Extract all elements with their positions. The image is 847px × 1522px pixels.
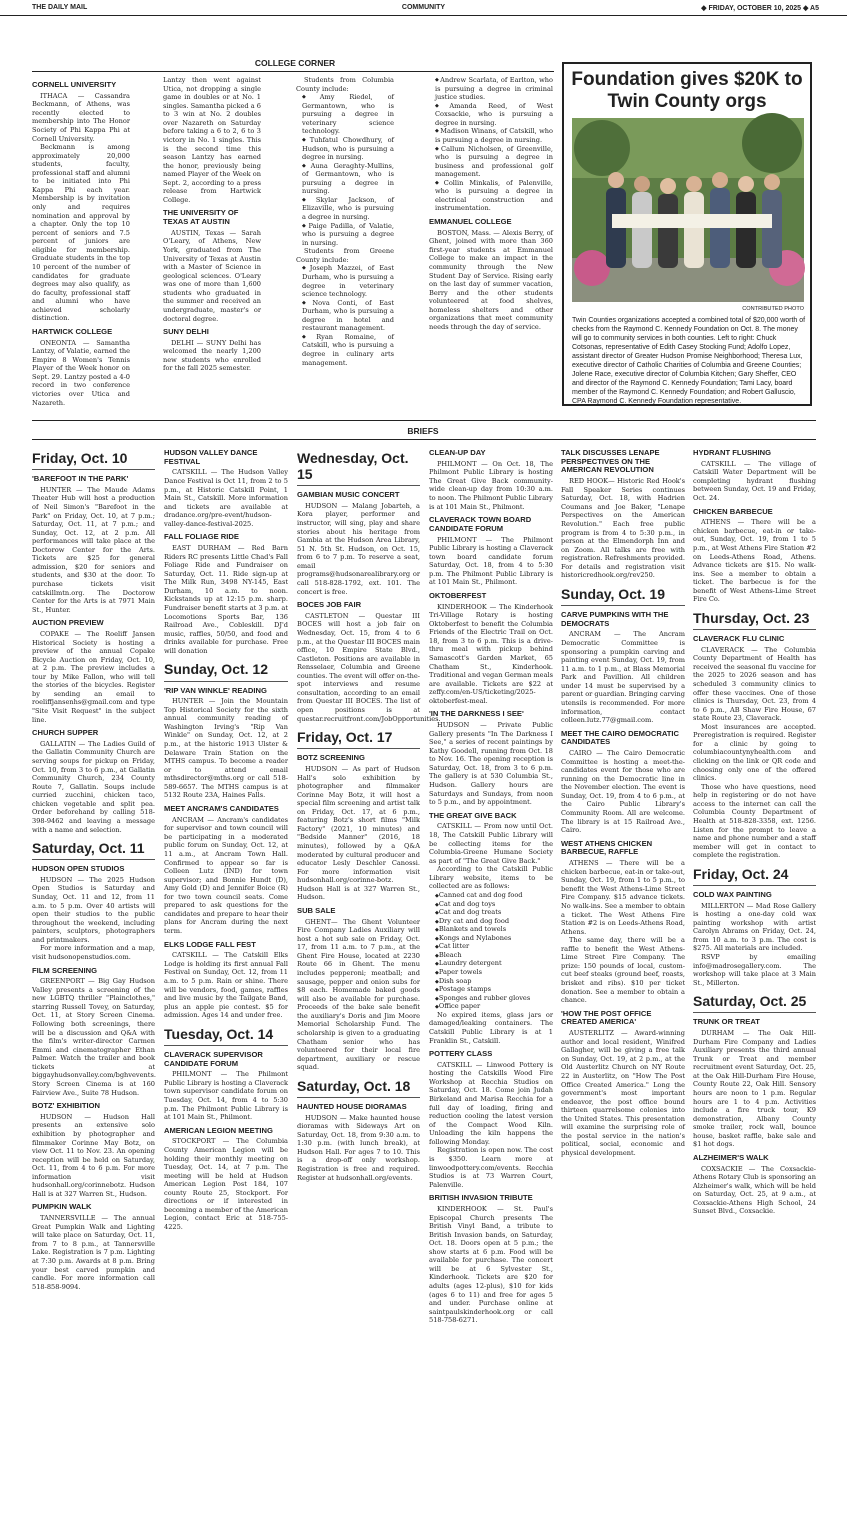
cleanup-heading: CLEAN-UP DAY [429,448,486,457]
oktoberfest-heading: OKTOBERFEST [429,590,487,600]
section-name: COMMUNITY [401,4,446,11]
delhi-columbia-item: ◆ Tuhfatul Chowdhury, of Hudson, who is pursuing a degree in nursing. [296,136,394,162]
hartwick-p2: Lantzy then went against Utica, not dropping a single game in doubles or at No. 1 singles. Samantha picked a 6 to 3 win at No. 2 doubles over Nazareth on Saturday before taking a 6 to 2, 6 to 3 victory in No. 1 singles. This is the second time this season Lantzy has earned the honor, previously being named Player of the Week on Sept. 2, according to a press release from Hartwick College. [163,76,261,204]
church-p: GALLATIN — The Ladies Guild of the Gallatin Community Church are serving soups for pickup on Friday, Oct. 10, from 3 to 6 p.m., at Gallatin Community Church, 234 County Route 7, Gallatin. Soups include curried zucchini, chicken taco, chicken vegetable and split pea. Order beforehand by calling 518-398-9462 and leaving a message with a name and selection. [32,739,155,834]
postoffice-heading: 'HOW THE POST OFFICE CREATED AMERICA' [561,1008,652,1027]
texas-p1: AUSTIN, Texas — Sarah O'Leary, of Athens, New York, graduated from The University of Texas at Austin with a Master of Science in geological sciences. O'Leary was one of more than 1,600 students who graduated in the summer and received an undergraduate, master's or doctoral degree. [163,228,261,323]
boces-p: CASTLETON — Questar III BOCES will host a job fair on Wednesday, Oct. 15, from 4 to 6 p.m., at the Questar III BOCES main office, 10 Empire State Blvd., Castleton. Positions are available in Rensselaer, Columbia and Greene counties. The event will offer on-the-spot interviews and resume consultation, according to an email from Questar III BOCES. The list of open positions is at questar.recruitfront.com/JobOpportunities. [297,611,441,723]
briefs-label: BRIEFS [407,426,439,436]
auction-heading: AUCTION PREVIEW [32,618,104,628]
delhi-greene-item: ◆ Madison Winans, of Catskill, who is pursuing a degree in nursing. [429,127,553,144]
list-item: ◆ Laundry detergent [435,959,553,968]
chicken-heading: CHICKEN BARBECUE [693,506,773,516]
texas-heading: THE UNIVERSITY OF TEXAS AT AUSTIN [163,208,239,227]
list-item: ◆ Cat litter [435,942,553,951]
day-heading: Wednesday, Oct. 15 [297,450,420,486]
claverack-board-heading: CLAVERACK TOWN BOARD CANDIDATE FORUM [429,515,532,533]
darkness-heading: 'IN THE DARKNESS I SEE' [429,709,524,719]
delhi-greene-item: ◆ Nova Conti, of East Durham, who is pursuing a degree in hotel and restaurant management. [296,299,394,333]
day-heading: Saturday, Oct. 11 [32,840,155,860]
wax-heading: COLD WAX PAINTING [693,889,772,899]
flu-p1: CLAVERACK — The Columbia County Department of Health has received the seasonal flu vaccine for the 2025 to 2026 season and has scheduled 3 community clinics to offer these vaccines. One of those clinics is Thursday, Oct. 23, from 4 to 6 p.m., AB Shaw Fire House, 67 state Route 23, Claverack. [693,645,816,723]
day-heading: Sunday, Oct. 19 [561,586,685,606]
delhi-greene-item: ◆ Amanda Reed, of West Coxsackie, who is pursuing a degree in nursing. [429,102,553,128]
giveback-p2: According to the Catskill Public Library website, items to be collected are as follows: [429,865,553,891]
barefoot-p: HUNTER — The Maude Adams Theater Hub will host a production of Neil Simon's "Barefoot in the Park" on Friday, Oct. 10, at 7 p.m.; Saturday, Oct. 11, at 7 p.m.; and Sunday, Oct. 12, at 2 p.m. All performances will take place at the Doctorow Center for the Arts. Tickets are $25 for general admission, $20 for seniors and students, and $30 at the door. To purchase tickets visit catskillmtn.org. The Doctorow Center for the Arts is at 7971 Main St., Hunter. [32,485,155,614]
delhi-greene-item: ◆ Callum Nicholsen, of Greenville, who is pursuing a degree in business and professional golf management. [429,145,553,179]
day-heading: Saturday, Oct. 18 [297,1078,420,1098]
photo-credit: CONTRIBUTED PHOTO [742,306,804,312]
film-heading: FILM SCREENING [32,965,97,975]
delhi-columbia-item: ◆ Paige Padilla, of Valatie, who is pursuing a degree in nursing. [296,222,394,248]
flu-heading: CLAVERACK FLU CLINIC [693,633,785,643]
legion-p: STOCKPORT — The Columbia County American Legion will be holding their monthly meeting on Tuesday, Oct. 14, at 7 p.m. The meeting will be held at Hudson American Legion Post 184, 107 county Route 25, Stockport. For directions or if interested in becoming a member of the American Legion, contact Eric at 518-755-4225. [164,1137,288,1232]
list-item: ◆ Bleach [435,951,553,960]
film-p: GREENPORT — Big Gay Hudson Valley presents a screening of the new LGBTQ thriller "Plainclothes," starring Russell Tovey, on Saturday, Oct. 11, at Story Screen Cinema. Following both screenings, there will be a discussion and Q&A with the film's writer-director Carmen Emmi and cinematographer Ethan Palmer. Watch the trailer and book tickets at biggayhudsonvalley.com/bghvevents. Story Screen Cinema is at 160 Fairview Ave., Suite 78 Hudson. [32,977,156,1097]
botz-heading: BOTZ' EXHIBITION [32,1101,101,1111]
pumpkin-heading: PUMPKIN WALK [32,1202,92,1212]
lenape-p: RED HOOK— Historic Red Hook's Fall Speaker Series continues Saturday, Oct. 18, with Hadrien Coumans and Joe Baker, "Lenape Perspectives on the American Revolution." Each free public program is from 4 to 5:30 p.m., in person at the Elmendorph Inn and on Zoom. All talks are free with registration. Refreshments provided. For details and registration visit historicredhook.org/rev250. [561,477,685,580]
briefs-col-4 [429,444,553,1520]
cornell-p1: ITHACA — Cassandra Beckmann, of Athens, was recently elected to membership into The Honor Society of Phi Kappa Phi at Cornell University. [32,91,130,143]
briefs-col-2 [164,444,288,1520]
elks-heading: ELKS LODGE FALL FEST [164,939,256,949]
haunted-p: HUDSON — Make haunted house dioramas with Sideways Art on Saturday, Oct. 18, from 9:30 a.m. to 1:30 p.m. (with lunch break), at Hudson Hall. For ages 7 to 10. This is a drop-off only workshop. Registration is free and required. Register at hudsonhall.org/events. [297,1113,420,1182]
list-item: ◆ Office paper [435,1002,553,1011]
darkness-p: HUDSON — Private Public Gallery presents "In The Darkness I See," a series of recent paintings by Kathy Goodell, running from Oct. 18 to Nov. 16. The opening reception is Saturday, Oct. 18, from 3 to 6 p.m. The gallery is at 530 Columbia St., Hudson. Gallery hours are Saturdays and Sundays, from noon to 5 p.m., and by appointment. [429,721,553,807]
hydrant-p: CATSKILL — The village of Catskill Water Department will be completing hydrant flushing between Sunday, Oct. 19 and Friday, Oct. 24. [693,459,816,502]
pottery-heading: POTTERY CLASS [429,1049,493,1059]
british-heading: BRITISH INVASION TRIBUTE [429,1193,533,1203]
delhi-greene-item: ◆ Ryan Romaine, of Catskill, who is pursuing a degree in culinary arts management. [296,333,394,367]
day-heading: Saturday, Oct. 25 [693,993,816,1013]
carve-heading: CARVE PUMPKINS WITH THE DEMOCRATS [561,610,669,628]
delhi-greene-item: ◆ Andrew Scarlata, of Earlton, who is pursuing a degree in criminal justice studies. [429,76,553,102]
foundation-feature [562,62,812,406]
list-item: ◆ Postage stamps [435,985,553,994]
page-number: A5 [810,5,819,12]
pottery-p2: Registration is open now. The cost is $350. Learn more at linwoodpottery.com/events. Recchia Studios is at 73 Warren Court, Palenville. [429,1146,553,1189]
chicken-p: ATHENS — There will be a chicken barbecue, eat-in or take-out, Sunday, Oct. 19, from 1 to 5 p.m., at West Athens Fire Station #2 on Leeds-Athens Road, Athens. Advance tickets are $15. No walk-ins. See a member to obtain a ticket. The barbecue is for the benefit of West Athens-Lime Street Fire Co. [693,518,816,604]
rip-heading: 'RIP VAN WINKLE' READING [164,685,267,695]
hartwick-heading: HARTWICK COLLEGE [32,326,113,336]
elks-p: CATSKILL — The Catskill Elks Lodge is holding its first annual Fall Festival on Sunday, Oct. 12, from 11 a.m. to 5 p.m. Rain or shine. There will be vendors, food, games, raffles and live music by the Tailgate Band, plus an apple pie contest. $5 for admission. Ages 14 and under free. [164,951,288,1020]
foliage-p: EAST DURHAM — Red Barn Riders RC presents Little Chad's Fall Foliage Ride and Fundraiser on Saturday, Oct. 11. Ride sign-up at The Milk Run, 3498 NY-145, East Durham, 10 a.m. to noon. Kickstands up at 12:15 p.m. sharp. Fundraiser benefit starts at 3 p.m. at Locomotions Sports Bar, 136 Railroad Ave., Cobleskill. DJ'd music, raffles, 50/50, and food and drinks available for purchase. Free will donation [164,544,288,655]
studios-p2: For more information and a map, visit hudsonopenstudios.com. [32,944,155,961]
claverack-board-p: PHILMONT — The Philmont Public Library is hosting a Claverack town board candidate forum Saturday, Oct. 18, from 4 to 5:30 p.m. The Philmont Public Library is at 101 Main St., Philmont. [429,535,553,587]
cornell-heading: CORNELL UNIVERSITY [32,80,117,89]
cairo-p: CAIRO — The Cairo Democratic Committee is hosting a meet-the-candidates event for those who are running on the Democratic line in the November election. The event is Sunday, Oct. 19, from 4 to 6 p.m., at the Cairo Public Library's Community Room. All are welcome. The library is at 15 Railroad Ave., Cairo. [561,749,685,835]
list-item: ◆ Kongs and Nylabones [435,934,553,943]
hydrant-heading: HYDRANT FLUSHING [693,448,772,457]
trunk-heading: TRUNK OR TREAT [693,1017,760,1027]
college-corner-rule [32,71,554,72]
alz-heading: ALZHEIMER'S WALK [693,1152,769,1162]
church-heading: CHURCH SUPPER [32,728,99,738]
wax-p2: RSVP by emailing info@madrosegallery.com. The workshop will take place at 3 Main St., Millerton. [693,952,816,987]
delhi-heading: SUNY DELHI [163,327,209,337]
delhi-columbia-item: ◆ Amy Riedel, of Germantown, who is pursuing a degree in veterinary science technology. [296,93,394,136]
botz-screening-p: HUDSON — As part of Hudson Hall's solo exhibition by photographer and filmmaker Corinne May Botz, it will host a special film screening and artist talk on Friday, Oct. 17, at 6 p.m., featuring Botz's short films "Milk Factory" (2021, 10 minutes) and "Bedside Manner" (2016, 18 minutes), followed by a Q&A moderated by cultural producer and educator Lesly Deschler Canossi. For more information visit hudsonhall.org/corinne-botz. Hudson Hall is at 327 Warren St., Hudson. [297,764,420,902]
college-col-1 [32,76,130,407]
college-col-2 [163,76,261,404]
delhi-greene-item: ◆ Joseph Mazzei, of East Durham, who is pursuing a degree in veterinary science technology. [296,264,394,298]
delhi-greene-item: ◆ Collin Minkalis, of Palenville, who is pursuing a degree in electrical construction and instrumentation. [429,179,553,213]
masthead [0,0,847,16]
pumpkin-p: TANNERSVILLE — The annual Great Pumpkin Walk and Lighting will take place on Saturday, Oct. 11, from 7 to 8 p.m., at Tannersville Lake. Registration is 7 p.m. Lighting at 7:30 p.m. Awards at 8 p.m. Bring your best carved pumpkin and candle. For more information call 518-858-9094. [32,1214,155,1291]
haunted-heading: HAUNTED HOUSE DIORAMAS [297,1101,407,1111]
studios-p1: HUDSON — The 2025 Hudson Open Studios is Saturday and Sunday, Oct. 11 and 12, from 11 a.m. to 5 p.m. Over 40 artists will open their studios to the public throughout the weekend, including painters, sculptors, photographers and printmakers. [32,875,155,944]
carve-p: ANCRAM — The Ancram Democratic Committee is sponsoring a pumpkin carving and painting event Sunday, Oct. 19, from 11 a.m. to 1 p.m., at Blass Memorial Park and Pavillion. All children under 14 must be supervised by a parent or guardian. Bringing carving utensils is recommended. For more information, contact colleen.lutz.77@gmail.com. [561,630,685,725]
british-p: KINDERHOOK — St. Paul's Episcopal Church presents The British Vinyl Band, a tribute to British Invasion bands, on Saturday, Oct. 18. Doors open at 5 p.m.; the show starts at 6 p.m. Food will be available for purchase. The concert will be at 6 Sylvester St., Kinderhook. Tickets are $20 for adults (ages 12-plus), $10 for kids (ages 6 to 11) and free for ages 5 and under. Purchase online at saintpaulskinderhook.org or call 518-758-6271. [429,1204,553,1325]
paper-name: THE DAILY MAIL [32,4,88,11]
college-corner-label: COLLEGE CORNER [254,58,336,68]
briefs-rule [32,439,816,440]
botz-p: HUDSON — Hudson Hall presents an extensive solo exhibition by photographer and filmmaker Corinne May Botz, on view Oct. 11 to Nov. 23. An opening reception will be held on Saturday, Oct. 11, from 4 to 6 p.m. For more information visit hudsonhall.org/corinnebotz. Hudson Hall is at 327 Warren St., Hudson. [32,1112,155,1198]
boces-heading: BOCES JOB FAIR [297,600,362,610]
list-item: ◆ Paper towels [435,968,553,977]
postoffice-p: AUSTERLITZ — Award-winning author and local resident, Winifred Gallagher, will be giving a free talk on Sunday, Oct. 19, at 2 p.m., at the Old Austerlitz Church on NY Route 22 in Austerlitz, on "How The Post Office Created America." Long the government's most important endeavor, the post office bound thirteen quarrelsome colonies into the United States. This presentation will examine the surprising role of the postal service in the nation's political, social, economic and physical development. [561,1029,685,1157]
emmanuel-heading: EMMANUEL COLLEGE [429,217,512,226]
delhi-columbia-item: ◆ Skylar Jackson, of Elizaville, who is pursuing a degree in nursing. [296,196,394,222]
sub-sale-heading: SUB SALE [297,905,336,915]
ancram-heading: MEET ANCRAM'S CANDIDATES [164,803,279,813]
day-heading: Friday, Oct. 24 [693,866,816,886]
giveback-p1: CATSKILL — From now until Oct. 18, The Catskill Public Library will be collecting items for the Columbia-Greene Humane Society as part of "The Great Give Back." [429,822,553,865]
briefs-col-3 [297,444,441,1520]
list-item: ◆ Dish soap [435,977,553,986]
group-photo [572,118,804,302]
delhi-p1: DELHI — SUNY Delhi has welcomed the nearly 1,200 new students who enrolled for the fall 2025 semester. [163,338,261,373]
day-heading: Friday, Oct. 10 [32,450,155,470]
foliage-heading: FALL FOLIAGE RIDE [164,532,239,542]
alz-p: COXSACKIE — The Coxsackie-Athens Rotary Club is sponsoring an Alzheimer's walk, which will be held on Saturday, Oct. 25, at 9 a.m., at Coxsackie-Athens High School, 24 Sunset Blvd., Coxsackie. [693,1164,816,1216]
list-item: ◆ Dry cat and dog food [435,917,553,926]
briefs-rule-top [32,420,816,421]
date-page: ◆ FRIDAY, OCTOBER 10, 2025 ◆ A5 [701,5,819,12]
wax-p1: MILLERTON — Mad Rose Gallery is hosting a one-day cold wax painting workshop with artist Carolyn Abrams on Friday, Oct. 24, from 10 a.m. to 3 p.m. The cost is $275. All materials are included. [693,901,816,953]
claverack-sup-heading: CLAVERACK SUPERVISOR CANDIDATE FORUM [164,1049,263,1068]
oktoberfest-p: KINDERHOOK — The Kinderhook Tri-Village Rotary is hosting Oktoberfest to benefit the Columbia Friends of the Electric Trail on Oct. 18, from 3 to 6 p.m. This is a drive-thru meal with pickup behind Samascott's Garden Market, 65 Chatham St., Kinderhook. Traditional and vegan German meals are available. Tickets are $22 at zeffy.com/en-US/ticketing/2025-oktoberfest-meal. [429,602,553,705]
photo-caption: Twin Counties organizations accepted a combined total of $20,000 worth of checks from the Raymond C. Kennedy Foundation on Oct. 8. The money will go to community services in both counties. Left to right: Chuck Cotsonas, representative of Edith Casey Stocking Fund; Adolfo Lopez, assistant director of Greater Hudson Promise Neighborhood; Theresa Lux, executive director of Catholic Charities of Columbia and Greene Counties; Jolene Race, executive director of Columbia Kitchen; Gary Sheffer, CEO and director of the Raymond C. Kennedy Foundation; Tami Lacy, board member of the Raymond C. Kennedy Foundation; and Robert Galluscio, CPA Raymond C. Kennedy Foundation representative. [572,317,806,405]
lenape-heading: TALK DISCUSSES LENAPE PERSPECTIVES ON THE AMERICAN REVOLUTION [561,448,660,475]
wachicken-p1: ATHENS — There will be a chicken barbecue, eat-in or take-out, Sunday, Oct. 19, from 1 to 5 p.m., to benefit the West Athens-Lime Street Fire Company. $15 advance tickets. No walk-ins. See a member to obtain a ticket. The West Athens Fire Station #2 is on Leeds-Athens Road, Athens. [561,859,685,936]
giveback-p3: No expired items, glass jars or damaged/leaking containers. The Catskill Public Library is at 1 Franklin St., Catskill. [429,1010,553,1045]
flu-p2: Most insurances are accepted. Preregistration is required. Register for a clinic by going to columbiacountynyhealth.com and clicking on the link or QR code and choosing only one of the offered clinics. [693,722,816,783]
list-item: ◆ Canned cat and dog food [435,891,553,900]
legion-heading: AMERICAN LEGION MEETING [164,1125,273,1135]
auction-p: COPAKE — The Roeliff Jansen Historical Society is hosting a preview of the annual Copake Bicycle Auction on Friday, Oct. 10, at 2 p.m. The preview includes a tour by Mike Fallon, who will tell the stories of the bicycles. Register by sending an email to roeliffjansenhs@gmail.com and type "Site Visit Request" in the subject line. [32,629,155,724]
delhi-p3: Students from Greene County include: [296,247,394,264]
college-col-3 [296,76,394,404]
gambian-p: HUDSON — Malang Jobarteh, a Kora player, performer and instructor, will sing, play and share stories about his heritage from Gambia at the Hudson Area Library, 51 N. 5th St. Hudson, on Oct. 15, from 6 to 7 p.m. To reserve a seat, email programs@hudsonarealibrary.org or call 518-828-1792, ext. 101. The concert is free. [297,501,420,596]
dance-p: CATSKILL — The Hudson Valley Dance Festival is Oct 11, from 2 to 5 p.m., at Historic Catskill Point, 1 Main St., Catskill. More information and tickets are available at dradance.org/pre-event/hudson-valley-dance-festival-2025. [164,468,288,528]
dance-heading: HUDSON VALLEY DANCE FESTIVAL [164,448,258,466]
barefoot-heading: 'BAREFOOT IN THE PARK' [32,474,129,484]
delhi-columbia-item: ◆ Auna Geraghty-Mullins, of Germantown, who is pursuing a degree in nursing. [296,162,394,196]
day-heading: Thursday, Oct. 23 [693,610,816,630]
list-item: ◆ Sponges and rubber gloves [435,994,553,1003]
hartwick-p1: ONEONTA — Samantha Lantzy, of Valatie, earned the Empire 8 Women's Tennis Player of the Week honor on Sept. 29. Lantzy posted a 4-0 record in two conference victories over Utica and Nazareth. [32,338,130,407]
wachicken-heading: WEST ATHENS CHICKEN BARBECUE, RAFFLE [561,838,653,857]
emmanuel-p1: BOSTON, Mass. — Alexis Berry, of Ghent, joined with more than 360 first-year students at Emmanuel College to make an impact in the community through the New Student Day of Service. Rising early on the last day of summer vacation, Berry and the other students volunteered at food shelves, homeless shelters and other organizations that meet community needs through the day of service. [429,228,553,331]
cleanup-p: PHILMONT — On Oct. 18, The Philmont Public Library is hosting The Great Give Back community-wide clean-up day from 10:30 a.m. to noon. The Philmont Public Library is at 101 Main St., Philmont. [429,459,553,511]
sub-sale-p: GHENT— The Ghent Volunteer Fire Company Ladies Auxiliary will host a hot sub sale on Friday, Oct. 17, from 11 a.m. to 7 p.m., at the Ghent Fire House, located at 2230 Route 66 in Ghent. The menu includes pepperoni; meatball; and sausage, pepper and onion subs for $8 each. Homemade baked goods will also be available for purchase. Proceeds of the bake sale benefit the auxiliary's Doris and Jim Moore Memorial Scholarship Fund. The scholarship is given to a graduating Chatham senior who has volunteered for their local fire department, auxiliary or rescue squad. [297,917,420,1072]
rip-p: HUNTER — Join the Mountain Top Historical Society for the sixth annual community reading of Washington Irving's "Rip Van Winkle" on Sunday, Oct. 12, at 2 p.m., at the historic 1913 Ulster & Delaware Train Station on the MTHS campus. To become a reader or to attend email mthsdirector@mths.org or call 518-589-6657. The MTHS campus is at 5132 Route 23A, Haines Falls. [164,697,288,800]
cairo-heading: MEET THE CAIRO DEMOCRATIC CANDIDATES [561,728,679,747]
feature-title: Foundation gives $20K to Twin County orgs [571,69,803,112]
wachicken-p2: The same day, there will be a raffle to benefit the West Athens-Lime Street Fire Company. The prize: 150 pounds of local, custom-cut beef steaks (ground beef, roasts, brisket and ribs). $10 per ticket donation. See a member to obtain a chance. [561,936,685,1005]
day-heading: Tuesday, Oct. 14 [164,1026,288,1046]
list-item: ◆ Cat and dog treats [435,908,553,917]
botz-screening-heading: BOTZ SCREENING [297,753,365,763]
flu-p3: Those who have questions, need help in registering or do not have access to the internet can call the Columbia County Department of Health at 518-828-3358, ext. 1256. Listen for the prompt to leave a name and phone number and a staff member will get in contact to complete the registration. [693,782,816,860]
photo-illustration [572,118,804,302]
cornell-p2: Beckmann is among approximately 20,000 students, faculty, professional staff and alumni to be initiated into Phi Kappa Phi each year. Membership is by invitation only and requires nomination and approval by a chapter. Only the top 10 percent of seniors and 7.5 percent of juniors are eligible for membership. Graduate students in the top 10 percent of the number of candidates for graduate degrees may also qualify, as do faculty, professional staff and alumni who have achieved scholarly distinction. [32,143,130,323]
delhi-p2: Students from Columbia County include: [296,76,394,93]
college-col-4 [429,76,553,404]
giveback-list [429,891,553,1011]
list-item: ◆ Cat and dog toys [435,900,553,909]
claverack-sup-p: PHILMONT — The Philmont Public Library is hosting a Claverack town supervisor candidate forum on Tuesday, Oct. 14, from 4 to 5:30 p.m. The Philmont Public Library is at 101 Main St., Philmont. [164,1070,288,1122]
briefs-col-1 [32,444,155,1520]
day-heading: Friday, Oct. 17 [297,729,420,749]
pottery-p1: CATSKILL — Linwood Pottery is hosting the Catskills Wood Fire Workshop at Recchia Studios on Saturday, Oct. 18. Come join Judah Birkeland and Marisa Recchia for a full day of loading, firing and reduction cooling the latest version of the Compact Wood Kiln. Unloading the kiln happens the following Monday. [429,1060,553,1146]
ancram-p: ANCRAM — Ancram's candidates for supervisor and town council will be participating in a moderated public forum on Sunday, Oct. 12, at 11 a.m., at Ancram Town Hall. Confirmed to appear so far is Colleen Lutz (IND) for town supervisor; and Bonnie Hundt (D), Amy Gold (D) and Jennifer Boice (R) for two town council seats. Come prepared to ask questions for the candidates and prepare to hear their plans for Ancram during the next term. [164,815,288,935]
briefs-col-6 [693,444,816,1520]
list-item: ◆ Blankets and towels [435,925,553,934]
studios-heading: HUDSON OPEN STUDIOS [32,864,125,874]
briefs-col-5 [561,444,685,1520]
issue-date: FRIDAY, OCTOBER 10, 2025 [708,5,802,12]
day-heading: Sunday, Oct. 12 [164,661,288,681]
trunk-p: DURHAM — The Oak Hill-Durham Fire Company and Ladies Auxiliary presents the third annual Trunk or Treat and member recruitment event Saturday, Oct. 25, at the Oak Hill-Durham Fire House, County Route 22, Oak Hill. Sensory hours are noon to 1 p.m. Regular hours are 1 to 4 p.m. Activities include a fire truck tour, K9 demonstration, Albany County smoke trailer, rock wall, bounce house, basket raffle, bake sale and $1 hot dogs. [693,1029,816,1149]
gambian-heading: GAMBIAN MUSIC CONCERT [297,490,400,500]
giveback-heading: THE GREAT GIVE BACK [429,810,517,820]
